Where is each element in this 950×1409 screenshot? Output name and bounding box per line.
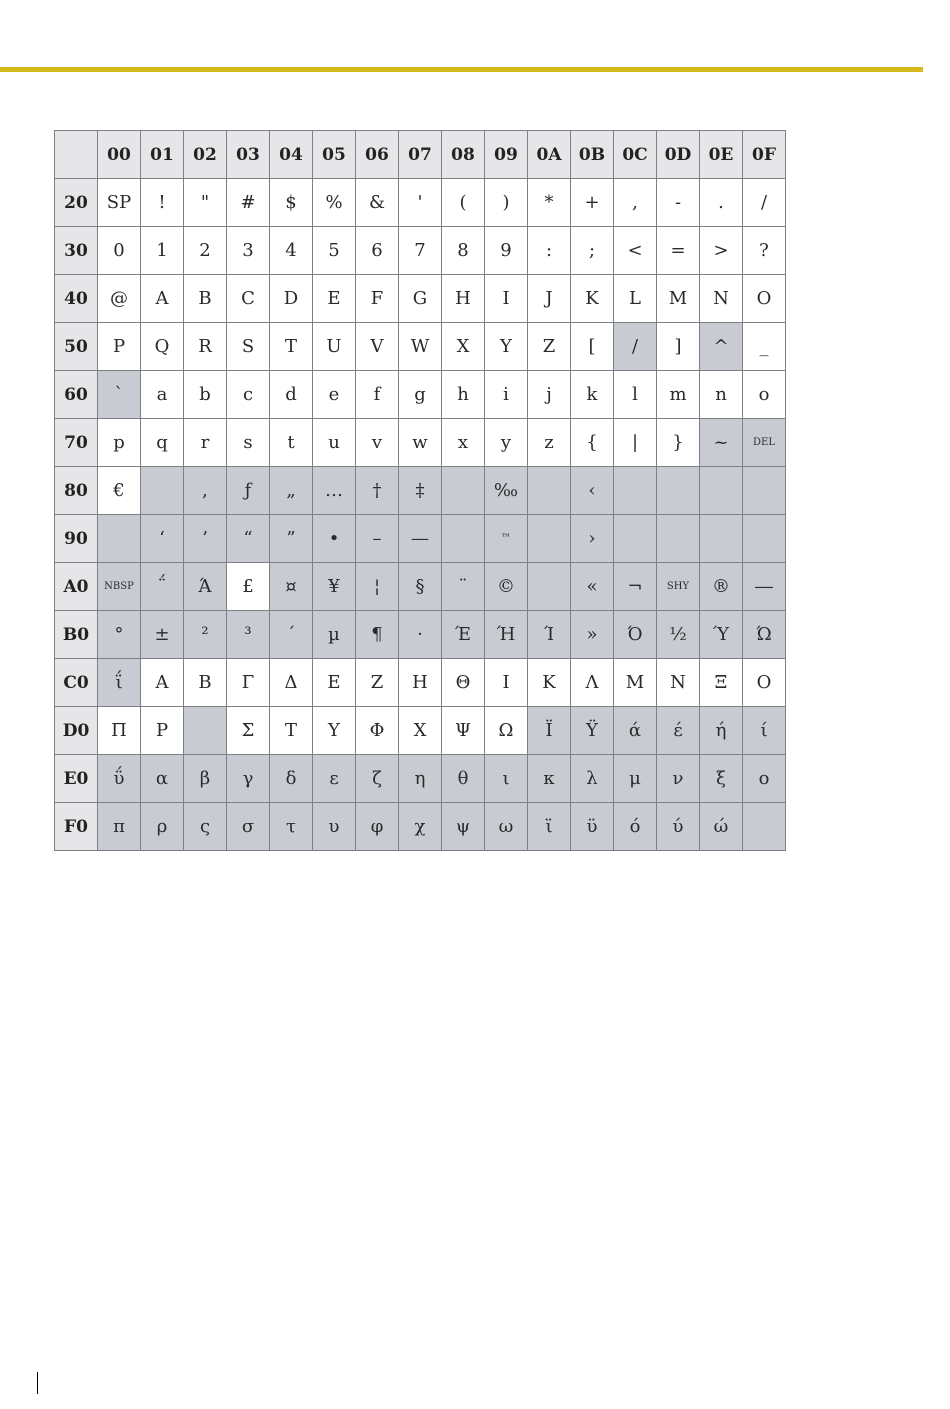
char-cell: ¨ bbox=[442, 563, 485, 611]
char-cell: ‡ bbox=[399, 467, 442, 515]
char-cell bbox=[614, 467, 657, 515]
char-cell: [ bbox=[571, 323, 614, 371]
char-cell: ^ bbox=[700, 323, 743, 371]
char-cell: a bbox=[141, 371, 184, 419]
char-cell: g bbox=[399, 371, 442, 419]
char-cell: Χ bbox=[399, 707, 442, 755]
char-cell: K bbox=[571, 275, 614, 323]
row-header: 70 bbox=[55, 419, 98, 467]
char-cell: = bbox=[657, 227, 700, 275]
char-cell: Ρ bbox=[141, 707, 184, 755]
char-cell bbox=[141, 467, 184, 515]
table-row bbox=[55, 275, 786, 323]
char-cell: Τ bbox=[270, 707, 313, 755]
char-cell: f bbox=[356, 371, 399, 419]
header-rule bbox=[0, 67, 923, 72]
row-header: C0 bbox=[55, 659, 98, 707]
char-cell: Ζ bbox=[356, 659, 399, 707]
char-cell: : bbox=[528, 227, 571, 275]
char-cell bbox=[657, 515, 700, 563]
char-cell: „ bbox=[270, 467, 313, 515]
char-cell: “ bbox=[227, 515, 270, 563]
char-cell: ω bbox=[485, 803, 528, 851]
char-cell: κ bbox=[528, 755, 571, 803]
char-cell: ( bbox=[442, 179, 485, 227]
char-cell: E bbox=[313, 275, 356, 323]
table-row bbox=[55, 755, 786, 803]
char-cell bbox=[614, 515, 657, 563]
row-header: 80 bbox=[55, 467, 98, 515]
char-cell: µ bbox=[313, 611, 356, 659]
column-header: 0E bbox=[700, 131, 743, 179]
column-header: 09 bbox=[485, 131, 528, 179]
char-cell: Ξ bbox=[700, 659, 743, 707]
column-header: 02 bbox=[184, 131, 227, 179]
char-cell: ' bbox=[399, 179, 442, 227]
char-cell: ζ bbox=[356, 755, 399, 803]
char-cell: 2 bbox=[184, 227, 227, 275]
char-cell: ‘ bbox=[141, 515, 184, 563]
char-cell: ϋ bbox=[571, 803, 614, 851]
char-cell: S bbox=[227, 323, 270, 371]
column-header: 04 bbox=[270, 131, 313, 179]
char-cell: Σ bbox=[227, 707, 270, 755]
char-cell: | bbox=[614, 419, 657, 467]
char-cell: t bbox=[270, 419, 313, 467]
char-cell: r bbox=[184, 419, 227, 467]
char-cell: D bbox=[270, 275, 313, 323]
char-cell: β bbox=[184, 755, 227, 803]
char-cell: τ bbox=[270, 803, 313, 851]
char-cell: H bbox=[442, 275, 485, 323]
char-cell: • bbox=[313, 515, 356, 563]
char-cell: Μ bbox=[614, 659, 657, 707]
char-cell: & bbox=[356, 179, 399, 227]
row-header: E0 bbox=[55, 755, 98, 803]
char-cell: έ bbox=[657, 707, 700, 755]
char-cell: Ύ bbox=[700, 611, 743, 659]
char-cell bbox=[700, 515, 743, 563]
char-cell: 1 bbox=[141, 227, 184, 275]
char-cell: } bbox=[657, 419, 700, 467]
char-cell: q bbox=[141, 419, 184, 467]
char-cell: Y bbox=[485, 323, 528, 371]
char-cell bbox=[442, 467, 485, 515]
char-cell: ± bbox=[141, 611, 184, 659]
char-cell: $ bbox=[270, 179, 313, 227]
char-cell: ¦ bbox=[356, 563, 399, 611]
char-cell: ΅ bbox=[141, 563, 184, 611]
char-cell: ² bbox=[184, 611, 227, 659]
char-cell: G bbox=[399, 275, 442, 323]
char-cell: π bbox=[98, 803, 141, 851]
column-header-row bbox=[55, 131, 786, 179]
char-cell bbox=[98, 515, 141, 563]
char-cell bbox=[743, 515, 786, 563]
char-cell: Β bbox=[184, 659, 227, 707]
column-header: 08 bbox=[442, 131, 485, 179]
char-cell: ! bbox=[141, 179, 184, 227]
char-cell: Ν bbox=[657, 659, 700, 707]
char-cell: £ bbox=[227, 563, 270, 611]
char-cell: O bbox=[743, 275, 786, 323]
char-cell: / bbox=[614, 323, 657, 371]
char-cell: ¥ bbox=[313, 563, 356, 611]
char-cell: – bbox=[356, 515, 399, 563]
table-row bbox=[55, 227, 786, 275]
char-cell: · bbox=[399, 611, 442, 659]
char-cell: φ bbox=[356, 803, 399, 851]
column-header: 0C bbox=[614, 131, 657, 179]
char-cell: Ω bbox=[485, 707, 528, 755]
row-header: F0 bbox=[55, 803, 98, 851]
row-header: 50 bbox=[55, 323, 98, 371]
char-cell: DEL bbox=[743, 419, 786, 467]
char-cell: ® bbox=[700, 563, 743, 611]
char-cell: b bbox=[184, 371, 227, 419]
column-header: 00 bbox=[98, 131, 141, 179]
char-cell: ’ bbox=[184, 515, 227, 563]
char-cell: A bbox=[141, 275, 184, 323]
char-cell: i bbox=[485, 371, 528, 419]
char-cell: l bbox=[614, 371, 657, 419]
char-cell: Ά bbox=[184, 563, 227, 611]
char-cell: † bbox=[356, 467, 399, 515]
character-set-table bbox=[54, 130, 786, 851]
char-cell bbox=[743, 467, 786, 515]
char-cell: μ bbox=[614, 755, 657, 803]
char-cell: Γ bbox=[227, 659, 270, 707]
column-header: 03 bbox=[227, 131, 270, 179]
char-cell: Ί bbox=[528, 611, 571, 659]
page-margin-mark bbox=[37, 1372, 38, 1394]
char-cell: - bbox=[657, 179, 700, 227]
char-cell: % bbox=[313, 179, 356, 227]
char-cell: { bbox=[571, 419, 614, 467]
table-row bbox=[55, 179, 786, 227]
char-cell: J bbox=[528, 275, 571, 323]
char-cell bbox=[743, 803, 786, 851]
char-cell: W bbox=[399, 323, 442, 371]
char-cell: m bbox=[657, 371, 700, 419]
char-cell: ‹ bbox=[571, 467, 614, 515]
column-header: 0A bbox=[528, 131, 571, 179]
char-cell: ϊ bbox=[528, 803, 571, 851]
char-cell: 8 bbox=[442, 227, 485, 275]
char-cell: Ϊ bbox=[528, 707, 571, 755]
char-cell: § bbox=[399, 563, 442, 611]
char-cell: NBSP bbox=[98, 563, 141, 611]
char-cell: Ι bbox=[485, 659, 528, 707]
char-cell: ΄ bbox=[270, 611, 313, 659]
char-cell: + bbox=[571, 179, 614, 227]
char-cell: ~ bbox=[700, 419, 743, 467]
column-header: 0B bbox=[571, 131, 614, 179]
char-cell: C bbox=[227, 275, 270, 323]
char-cell: Ϋ bbox=[571, 707, 614, 755]
char-cell: o bbox=[743, 371, 786, 419]
char-cell: δ bbox=[270, 755, 313, 803]
char-cell bbox=[442, 515, 485, 563]
char-cell: 4 bbox=[270, 227, 313, 275]
row-header: A0 bbox=[55, 563, 98, 611]
char-cell: ν bbox=[657, 755, 700, 803]
char-cell: χ bbox=[399, 803, 442, 851]
char-cell: ά bbox=[614, 707, 657, 755]
char-cell: Ή bbox=[485, 611, 528, 659]
char-cell: / bbox=[743, 179, 786, 227]
char-cell: ΐ bbox=[98, 659, 141, 707]
char-cell: ™ bbox=[485, 515, 528, 563]
char-cell: Θ bbox=[442, 659, 485, 707]
char-cell: P bbox=[98, 323, 141, 371]
char-cell: « bbox=[571, 563, 614, 611]
char-cell: ° bbox=[98, 611, 141, 659]
char-cell: ε bbox=[313, 755, 356, 803]
char-cell: υ bbox=[313, 803, 356, 851]
char-cell: ί bbox=[743, 707, 786, 755]
row-header: 60 bbox=[55, 371, 98, 419]
char-cell: Z bbox=[528, 323, 571, 371]
char-cell: R bbox=[184, 323, 227, 371]
char-cell: η bbox=[399, 755, 442, 803]
char-cell: @ bbox=[98, 275, 141, 323]
char-cell: w bbox=[399, 419, 442, 467]
char-cell: ‰ bbox=[485, 467, 528, 515]
char-cell: k bbox=[571, 371, 614, 419]
char-cell: λ bbox=[571, 755, 614, 803]
char-cell: v bbox=[356, 419, 399, 467]
char-cell: Ο bbox=[743, 659, 786, 707]
char-cell: σ bbox=[227, 803, 270, 851]
char-cell: Q bbox=[141, 323, 184, 371]
char-cell: … bbox=[313, 467, 356, 515]
char-cell: 6 bbox=[356, 227, 399, 275]
column-header: 0F bbox=[743, 131, 786, 179]
char-cell: # bbox=[227, 179, 270, 227]
table-row bbox=[55, 563, 786, 611]
table-row bbox=[55, 419, 786, 467]
char-cell: — bbox=[399, 515, 442, 563]
char-cell: ; bbox=[571, 227, 614, 275]
row-header: 90 bbox=[55, 515, 98, 563]
char-cell: Η bbox=[399, 659, 442, 707]
char-cell: › bbox=[571, 515, 614, 563]
char-cell: ) bbox=[485, 179, 528, 227]
char-cell: _ bbox=[743, 323, 786, 371]
table-row bbox=[55, 323, 786, 371]
char-cell: α bbox=[141, 755, 184, 803]
char-cell: n bbox=[700, 371, 743, 419]
char-cell bbox=[528, 515, 571, 563]
char-cell: d bbox=[270, 371, 313, 419]
char-cell: θ bbox=[442, 755, 485, 803]
char-cell: Ε bbox=[313, 659, 356, 707]
char-cell: 7 bbox=[399, 227, 442, 275]
char-cell: < bbox=[614, 227, 657, 275]
char-cell: > bbox=[700, 227, 743, 275]
row-header: 20 bbox=[55, 179, 98, 227]
char-cell: 3 bbox=[227, 227, 270, 275]
char-cell: ώ bbox=[700, 803, 743, 851]
char-cell: L bbox=[614, 275, 657, 323]
char-cell: j bbox=[528, 371, 571, 419]
char-cell: γ bbox=[227, 755, 270, 803]
char-cell: ` bbox=[98, 371, 141, 419]
table-row bbox=[55, 515, 786, 563]
column-header: 07 bbox=[399, 131, 442, 179]
char-cell: » bbox=[571, 611, 614, 659]
column-header: 06 bbox=[356, 131, 399, 179]
char-cell: X bbox=[442, 323, 485, 371]
char-cell: Ό bbox=[614, 611, 657, 659]
char-cell: ρ bbox=[141, 803, 184, 851]
char-cell: Φ bbox=[356, 707, 399, 755]
char-cell: z bbox=[528, 419, 571, 467]
char-cell: , bbox=[184, 467, 227, 515]
char-cell: © bbox=[485, 563, 528, 611]
char-cell bbox=[528, 467, 571, 515]
char-cell: y bbox=[485, 419, 528, 467]
char-cell: U bbox=[313, 323, 356, 371]
char-cell: ” bbox=[270, 515, 313, 563]
char-cell: " bbox=[184, 179, 227, 227]
char-cell: c bbox=[227, 371, 270, 419]
char-cell: Ώ bbox=[743, 611, 786, 659]
char-cell: 9 bbox=[485, 227, 528, 275]
char-cell: SHY bbox=[657, 563, 700, 611]
char-cell: Ψ bbox=[442, 707, 485, 755]
char-cell bbox=[700, 467, 743, 515]
char-cell: Υ bbox=[313, 707, 356, 755]
char-cell bbox=[528, 563, 571, 611]
row-header: B0 bbox=[55, 611, 98, 659]
char-cell: s bbox=[227, 419, 270, 467]
table-row bbox=[55, 467, 786, 515]
char-cell: u bbox=[313, 419, 356, 467]
char-cell: 0 bbox=[98, 227, 141, 275]
column-header: 05 bbox=[313, 131, 356, 179]
char-cell: ξ bbox=[700, 755, 743, 803]
char-cell: ύ bbox=[657, 803, 700, 851]
char-cell bbox=[184, 707, 227, 755]
table-row bbox=[55, 803, 786, 851]
char-cell: p bbox=[98, 419, 141, 467]
char-cell: ƒ bbox=[227, 467, 270, 515]
char-cell: ? bbox=[743, 227, 786, 275]
char-cell: T bbox=[270, 323, 313, 371]
char-cell: * bbox=[528, 179, 571, 227]
table-body bbox=[55, 131, 786, 851]
table-row bbox=[55, 611, 786, 659]
char-cell: ¤ bbox=[270, 563, 313, 611]
table-row bbox=[55, 659, 786, 707]
char-cell: € bbox=[98, 467, 141, 515]
char-cell: ¶ bbox=[356, 611, 399, 659]
char-cell: ψ bbox=[442, 803, 485, 851]
char-cell: x bbox=[442, 419, 485, 467]
char-cell: ό bbox=[614, 803, 657, 851]
char-cell: M bbox=[657, 275, 700, 323]
char-cell: V bbox=[356, 323, 399, 371]
char-cell: ¬ bbox=[614, 563, 657, 611]
table-row bbox=[55, 371, 786, 419]
char-cell bbox=[657, 467, 700, 515]
row-header: 40 bbox=[55, 275, 98, 323]
char-cell: . bbox=[700, 179, 743, 227]
column-header: 0D bbox=[657, 131, 700, 179]
char-cell: 5 bbox=[313, 227, 356, 275]
char-cell: Α bbox=[141, 659, 184, 707]
char-cell: h bbox=[442, 371, 485, 419]
char-cell: ι bbox=[485, 755, 528, 803]
char-cell: ³ bbox=[227, 611, 270, 659]
table-row bbox=[55, 707, 786, 755]
char-cell: Έ bbox=[442, 611, 485, 659]
char-cell: SP bbox=[98, 179, 141, 227]
char-cell: Κ bbox=[528, 659, 571, 707]
char-cell: Π bbox=[98, 707, 141, 755]
char-cell: F bbox=[356, 275, 399, 323]
char-cell: Δ bbox=[270, 659, 313, 707]
row-header: 30 bbox=[55, 227, 98, 275]
char-cell: e bbox=[313, 371, 356, 419]
char-cell: ΰ bbox=[98, 755, 141, 803]
column-header: 01 bbox=[141, 131, 184, 179]
char-cell: N bbox=[700, 275, 743, 323]
char-cell: ½ bbox=[657, 611, 700, 659]
corner-cell bbox=[55, 131, 98, 179]
char-cell: B bbox=[184, 275, 227, 323]
char-cell: , bbox=[614, 179, 657, 227]
char-cell: ― bbox=[743, 563, 786, 611]
char-cell: ς bbox=[184, 803, 227, 851]
char-cell: ] bbox=[657, 323, 700, 371]
char-cell: I bbox=[485, 275, 528, 323]
char-cell: ή bbox=[700, 707, 743, 755]
char-cell: Λ bbox=[571, 659, 614, 707]
row-header: D0 bbox=[55, 707, 98, 755]
char-cell: ο bbox=[743, 755, 786, 803]
